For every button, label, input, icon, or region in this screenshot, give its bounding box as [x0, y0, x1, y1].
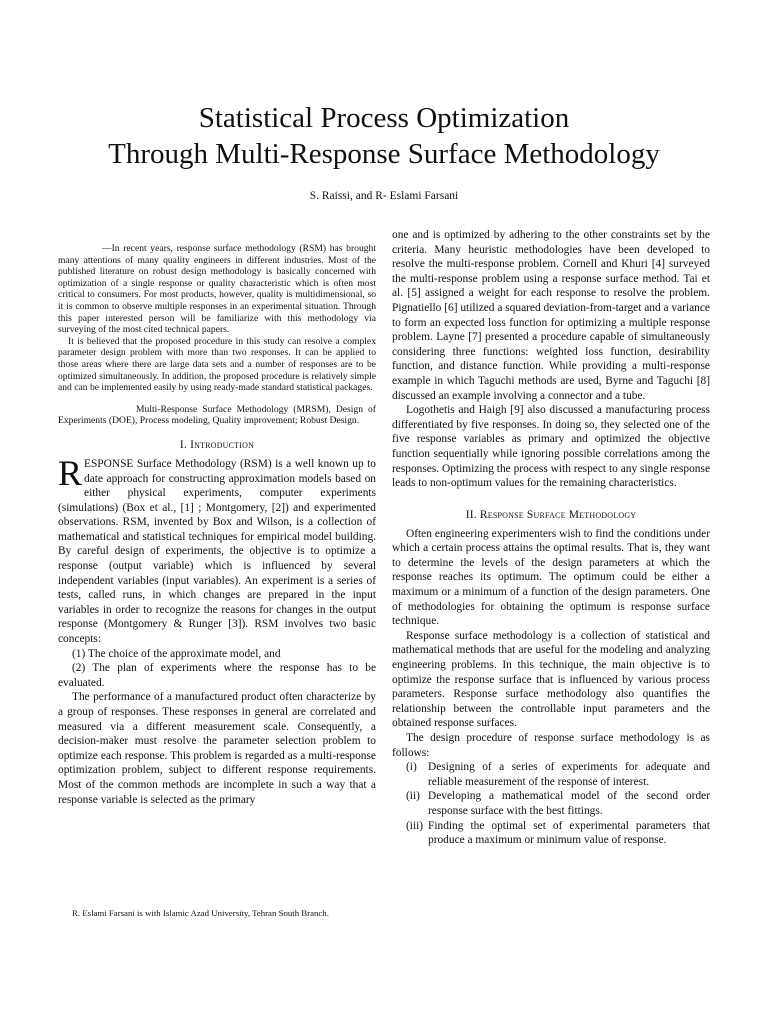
body-paragraph: Response surface methodology is a collection of statistical and mathematical methods that are useful for the modeling and analyzing engineering problems. In this technique, the main objective is to optimize the response surface that is influenced by various process parameters. Response surface methodology also quantifies the relationship between the controllable input parameters and the obtained response surfaces. — [392, 629, 710, 730]
list-item — [392, 760, 710, 789]
introduction-body — [58, 452, 376, 807]
intro-text: ESPONSE Surface Methodology (RSM) is a well known up to date approach for constructing approximation models based on either physical experiments, computer experiments (simulations) (Box et al., [1] ; Montgomery, [2]) and experimented observations. RSM, invented by Box and Wilson, is a collection of mathematical and statistical techniques for empirical model building. By careful design of experiments, the objective is to optimize a response (output variable) which is influenced by several independent variables (input variables). An experiment is a series of tests, called runs, in which changes are prepared in the input variables in order to recognize the reasons for changes in the output response (Montgomery & Runger [3]). RSM involves two basic concepts: — [58, 457, 376, 646]
section-heading-rsm: II. Response Surface Methodology — [465, 508, 637, 521]
concept-item: (2) The plan of experiments where the response has to be evaluated. — [58, 662, 376, 689]
body-paragraph: Often engineering experimenters wish to find the conditions under which a certain process attains the optimal results. That is, they want to determine the levels of the design parameters at which the response reaches its optimum. The optimum could be either a maximum or a minimum of a function of the design parameters. One of methodologies for obtaining the optimum is response surface technique. — [392, 527, 710, 628]
list-item-text: Developing a mathematical model of the second order response surface with the best fittings. — [428, 790, 710, 817]
list-item-text: Finding the optimal set of experimental parameters that produce a maximum or minimum value of response. — [428, 819, 710, 847]
list-item-text: Designing of a series of experiments for adequate and reliable measurement of the response of interest. — [428, 761, 710, 788]
drop-cap: R — [58, 452, 83, 493]
abstract — [58, 243, 376, 394]
intro-paragraph — [58, 452, 376, 647]
authors: S. Raissi, and R- Eslami Farsani — [309, 190, 459, 202]
footnote: R. Eslami Farsani is with Islamic Azad University, Tehran South Branch. — [72, 908, 329, 918]
intro-paragraph: The performance of a manufactured product often characterize by a group of responses. These responses in general are correlated and measured via a different measurement scale. Consequently, a decision-maker must resolve the parameter selection problem to optimize each response. This problem is regarded as a multi-response optimization problem, subject to different response requirements. Most of the common methods are incomplete in such a way that a response variable is selected as the primary — [58, 691, 376, 806]
paper-title-line1: Statistical Process Optimization — [198, 102, 570, 134]
list-marker: (iii) — [406, 819, 424, 832]
procedure-list — [392, 760, 710, 848]
body-paragraph: The design procedure of response surface methodology is as follows: — [392, 732, 710, 759]
list-marker: (i) — [406, 761, 417, 774]
keywords: Multi-Response Surface Methodology (MRSM), Design of Experiments (DOE), Process modeling, Quality improvement; Robust Design. — [58, 403, 376, 427]
abstract-paragraph: —In recent years, response surface methodology (RSM) has brought many attentions of many quality engineers in different industries. Most of the published literature on robust design methodology is basically concerned with optimization of a single response or quality characteristic which is often most critical to consumers. For most products, however, quality is multidimensional, so it is common to observe multiple responses in an experimental situation. Through this paper interested person will be familiarize with this methodology via surveying of the most cited technical papers. — [58, 243, 376, 336]
list-item — [392, 789, 710, 818]
section-heading-introduction: I. Introduction — [179, 438, 255, 451]
body-paragraph: Logothetis and Haigh [9] also discussed a manufacturing process differentiated by five responses. In doing so, they selected one of the five response variables as primary and optimized the objective function sequentially while ignoring possible correlations among the responses. Optimizing the process with respect to any single response leads to non-optimum values for the remaining characteristics. — [392, 404, 710, 490]
paper-title-line2: Through Multi-Response Surface Methodology — [108, 138, 660, 170]
right-column — [392, 228, 710, 848]
left-column — [58, 243, 376, 807]
list-marker: (ii) — [406, 790, 420, 803]
body-paragraph: one and is optimized by adhering to the other constraints set by the criteria. Many heuristic methodologies have been developed to resolve the multi-response problem. Cornell and Khuri [4] surveyed the multi-response problem using a response surface method. Tai et al. [5] assigned a weight for each response to resolve the problem. Pignatiello [6] utilized a squared deviation-from-target and a variance to form an expected loss function for optimizing a multiple response problem. Layne [7] presented a procedure capable of simultaneously considering three functions: weighted loss function, desirability function, and distance function. While providing a multi-response example in which Taguchi methods are used, Byrne and Taguchi [8] discussed an example involving a connector and a tube. — [392, 229, 710, 402]
right-body — [392, 228, 710, 491]
rsm-body — [392, 527, 710, 848]
concept-item: (1) The choice of the approximate model, and — [72, 647, 281, 660]
list-item — [392, 819, 710, 848]
abstract-paragraph: It is believed that the proposed procedure in this study can resolve a complex parameter design problem with more than two responses. It can be applied to those areas where there are large data sets and a number of responses are to be optimized simultaneously. In addition, the proposed procedure is relatively simple and can be implemented easily by using ready-made standard statistical packages. — [58, 335, 376, 394]
